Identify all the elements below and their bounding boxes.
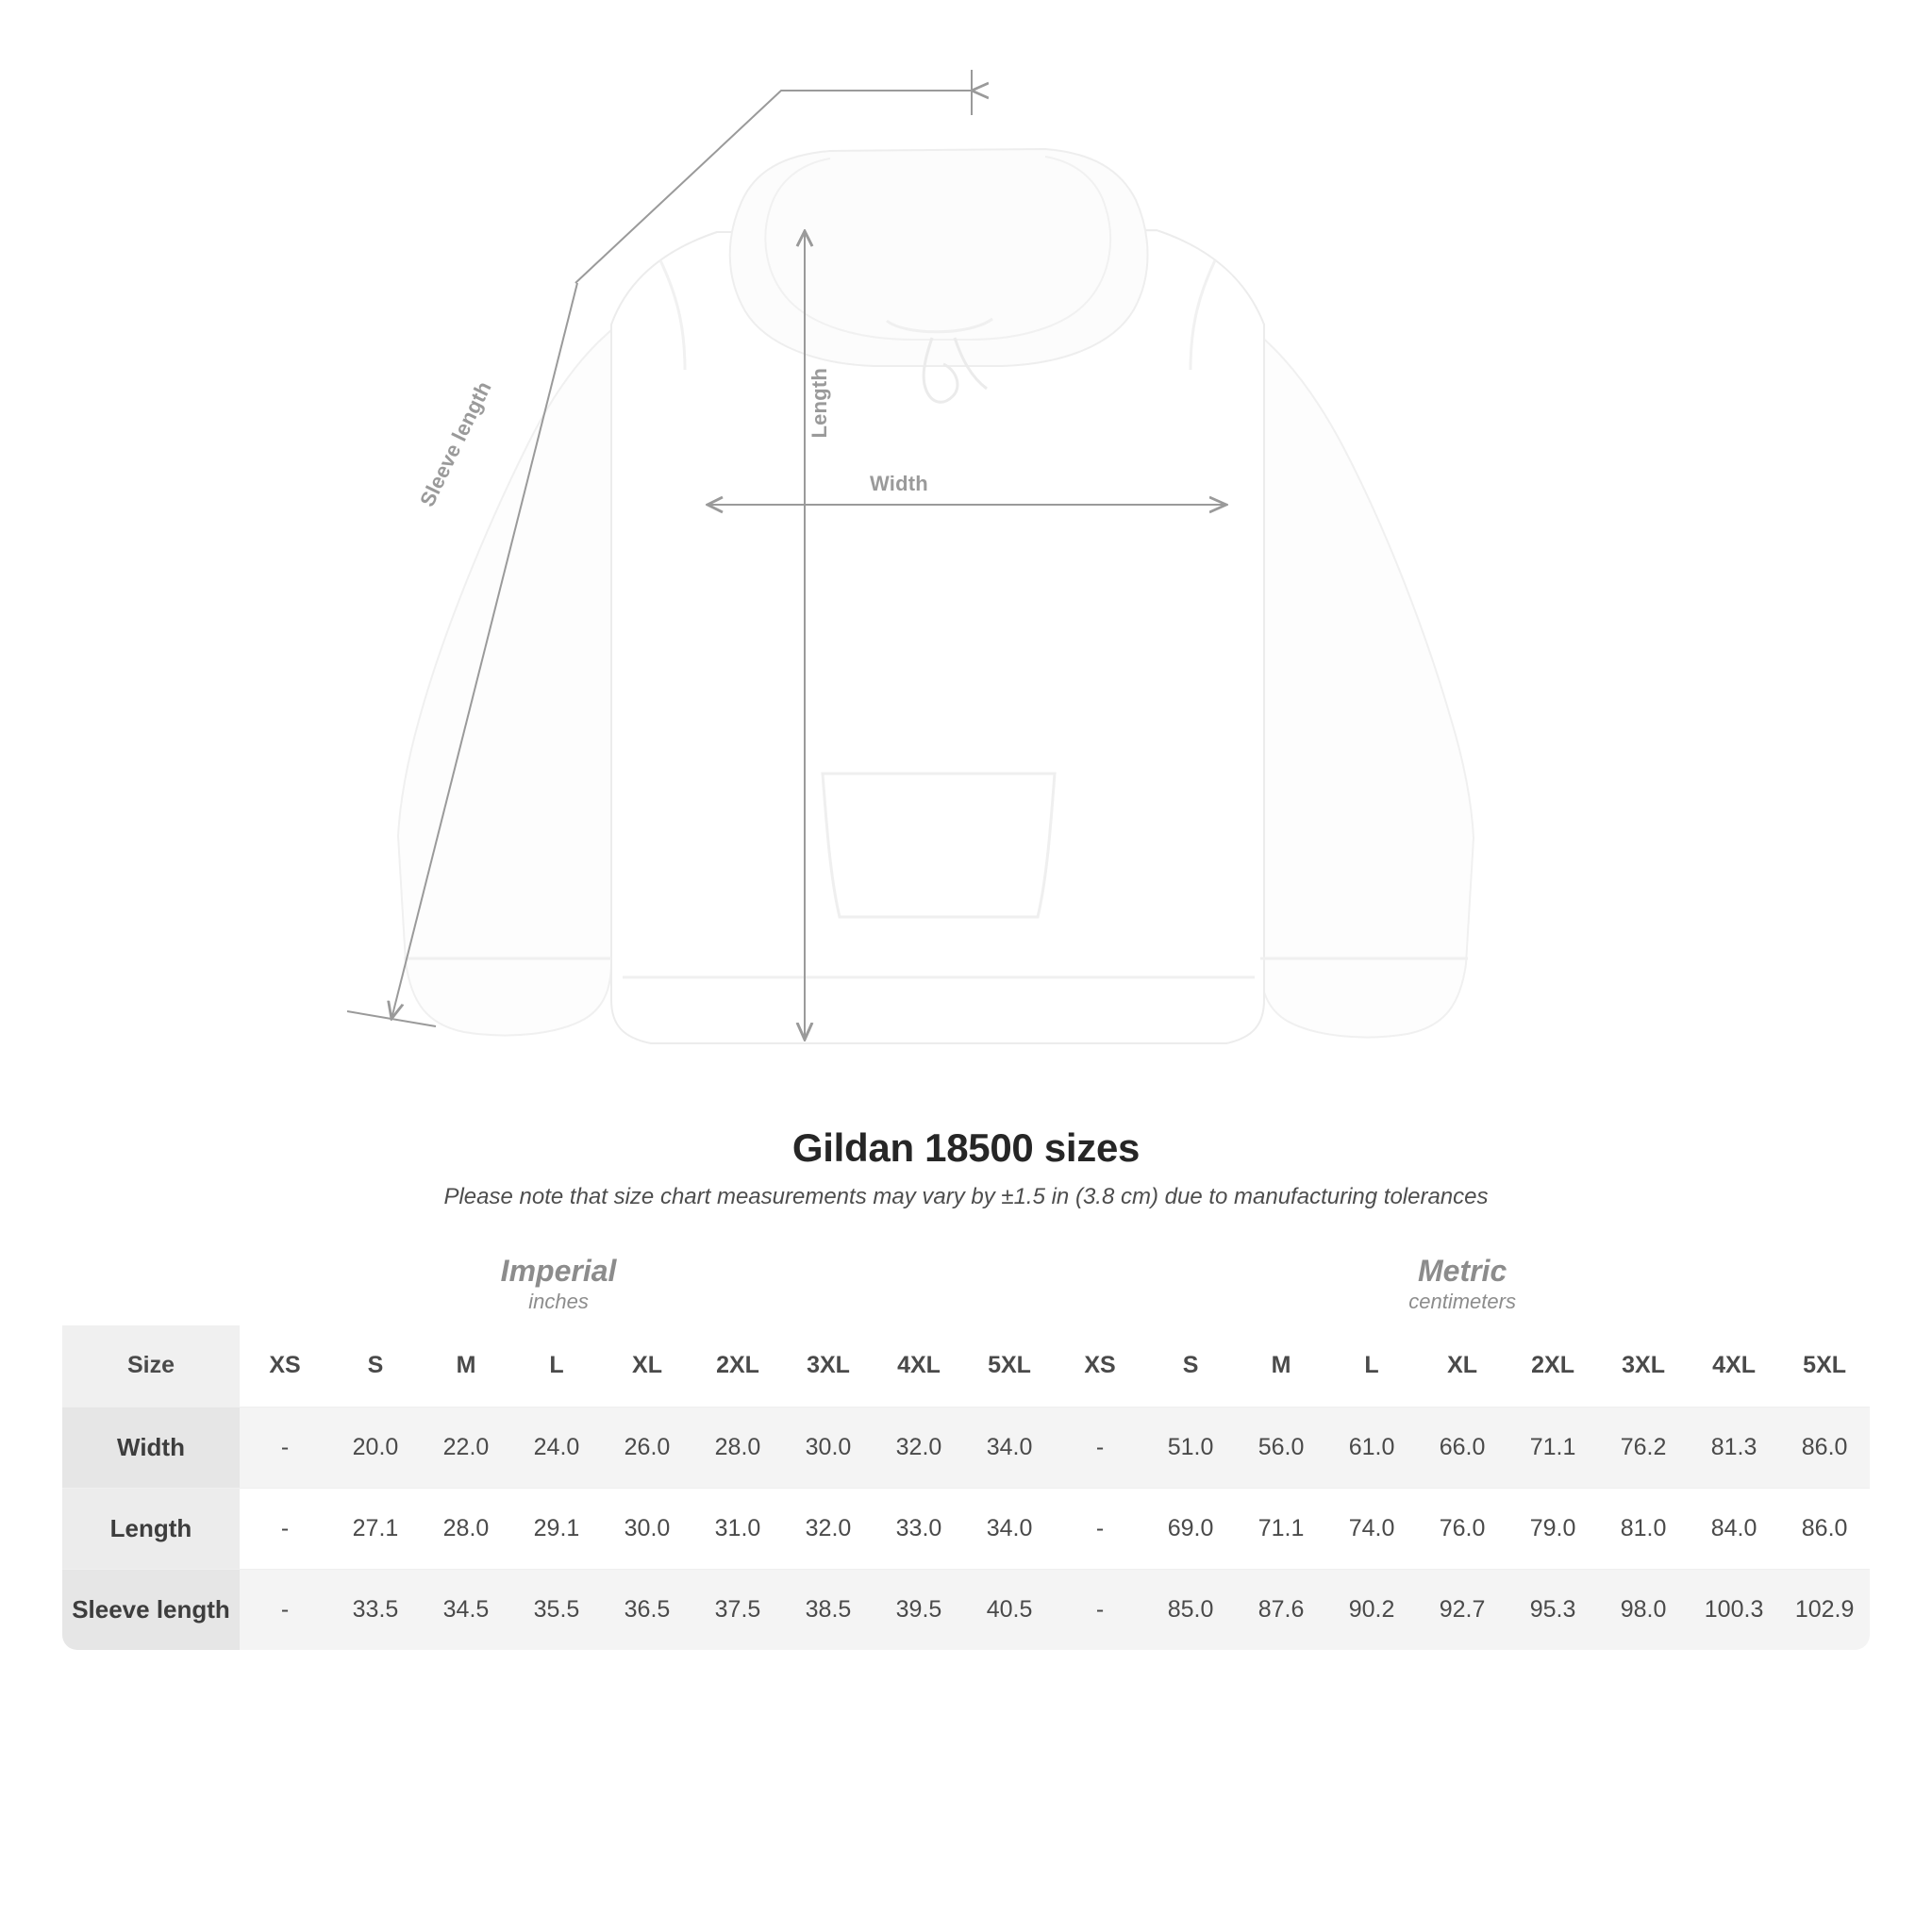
row-label-length: Length bbox=[62, 1488, 240, 1569]
length-metric-l: 74.0 bbox=[1326, 1488, 1417, 1569]
width-imperial-3xl: 30.0 bbox=[783, 1407, 874, 1488]
header-imperial-2xl: 2XL bbox=[692, 1325, 783, 1407]
width-metric-xs: - bbox=[1055, 1407, 1145, 1488]
header-imperial-4xl: 4XL bbox=[874, 1325, 964, 1407]
unit-cell-imperial bbox=[62, 1244, 1055, 1325]
header-metric-l: L bbox=[1326, 1325, 1417, 1407]
table-row bbox=[62, 1569, 1870, 1650]
table-row bbox=[62, 1488, 1870, 1569]
sleeve-imperial-l: 35.5 bbox=[511, 1569, 602, 1650]
page-subtitle: Please note that size chart measurements may vary by ±1.5 in (3.8 cm) due to manufacturing tolerances bbox=[443, 1184, 1489, 1209]
sleeve-imperial-3xl: 38.5 bbox=[783, 1569, 874, 1650]
header-imperial-xl: XL bbox=[602, 1325, 692, 1407]
width-metric-4xl: 81.3 bbox=[1689, 1407, 1779, 1488]
sleeve-imperial-xl: 36.5 bbox=[602, 1569, 692, 1650]
width-imperial-2xl: 28.0 bbox=[692, 1407, 783, 1488]
header-imperial-m: M bbox=[421, 1325, 511, 1407]
width-imperial-l: 24.0 bbox=[511, 1407, 602, 1488]
size-table bbox=[62, 1244, 1870, 1650]
sleeve-metric-m: 87.6 bbox=[1236, 1569, 1326, 1650]
sleeve-metric-l: 90.2 bbox=[1326, 1569, 1417, 1650]
length-metric-xl: 76.0 bbox=[1417, 1488, 1507, 1569]
length-metric-4xl: 84.0 bbox=[1689, 1488, 1779, 1569]
header-imperial-3xl: 3XL bbox=[783, 1325, 874, 1407]
header-metric-m: M bbox=[1236, 1325, 1326, 1407]
sleeve-metric-3xl: 98.0 bbox=[1598, 1569, 1689, 1650]
sleeve-metric-xl: 92.7 bbox=[1417, 1569, 1507, 1650]
unit-name-imperial: Imperial bbox=[500, 1254, 617, 1289]
length-imperial-2xl: 31.0 bbox=[692, 1488, 783, 1569]
length-imperial-m: 28.0 bbox=[421, 1488, 511, 1569]
length-imperial-l: 29.1 bbox=[511, 1488, 602, 1569]
header-metric-4xl: 4XL bbox=[1689, 1325, 1779, 1407]
header-imperial-5xl: 5XL bbox=[964, 1325, 1055, 1407]
width-metric-5xl: 86.0 bbox=[1779, 1407, 1870, 1488]
width-imperial-xs: - bbox=[240, 1407, 330, 1488]
width-imperial-m: 22.0 bbox=[421, 1407, 511, 1488]
length-metric-m: 71.1 bbox=[1236, 1488, 1326, 1569]
units-row bbox=[62, 1244, 1870, 1325]
width-metric-s: 51.0 bbox=[1145, 1407, 1236, 1488]
length-imperial-s: 27.1 bbox=[330, 1488, 421, 1569]
sleeve-metric-s: 85.0 bbox=[1145, 1569, 1236, 1650]
size-table-wrapper bbox=[62, 1244, 1870, 1650]
length-metric-5xl: 86.0 bbox=[1779, 1488, 1870, 1569]
unit-cell-metric bbox=[1055, 1244, 1870, 1325]
header-metric-3xl: 3XL bbox=[1598, 1325, 1689, 1407]
row-label-sleeve-length: Sleeve length bbox=[62, 1569, 240, 1650]
width-imperial-s: 20.0 bbox=[330, 1407, 421, 1488]
sleeve-imperial-2xl: 37.5 bbox=[692, 1569, 783, 1650]
length-imperial-4xl: 33.0 bbox=[874, 1488, 964, 1569]
length-imperial-5xl: 34.0 bbox=[964, 1488, 1055, 1569]
length-imperial-xl: 30.0 bbox=[602, 1488, 692, 1569]
hoodie-shape bbox=[398, 149, 1474, 1043]
sleeve-imperial-4xl: 39.5 bbox=[874, 1569, 964, 1650]
row-label-width: Width bbox=[62, 1407, 240, 1488]
length-metric-3xl: 81.0 bbox=[1598, 1488, 1689, 1569]
sleeve-imperial-5xl: 40.5 bbox=[964, 1569, 1055, 1650]
width-metric-3xl: 76.2 bbox=[1598, 1407, 1689, 1488]
header-imperial-s: S bbox=[330, 1325, 421, 1407]
width-metric-2xl: 71.1 bbox=[1507, 1407, 1598, 1488]
length-imperial-xs: - bbox=[240, 1488, 330, 1569]
header-metric-5xl: 5XL bbox=[1779, 1325, 1870, 1407]
width-imperial-xl: 26.0 bbox=[602, 1407, 692, 1488]
page-title: Gildan 18500 sizes bbox=[791, 1125, 1141, 1170]
header-metric-s: S bbox=[1145, 1325, 1236, 1407]
length-metric-s: 69.0 bbox=[1145, 1488, 1236, 1569]
sleeve-metric-5xl: 102.9 bbox=[1779, 1569, 1870, 1650]
length-imperial-3xl: 32.0 bbox=[783, 1488, 874, 1569]
sleeve-imperial-s: 33.5 bbox=[330, 1569, 421, 1650]
header-metric-xl: XL bbox=[1417, 1325, 1507, 1407]
header-imperial-xs: XS bbox=[240, 1325, 330, 1407]
sleeve-metric-xs: - bbox=[1055, 1569, 1145, 1650]
length-dimension-label: Length bbox=[808, 368, 831, 439]
header-metric-2xl: 2XL bbox=[1507, 1325, 1598, 1407]
sleeve-metric-2xl: 95.3 bbox=[1507, 1569, 1598, 1650]
width-imperial-5xl: 34.0 bbox=[964, 1407, 1055, 1488]
unit-sub-metric: centimeters bbox=[1408, 1290, 1516, 1314]
width-imperial-4xl: 32.0 bbox=[874, 1407, 964, 1488]
sleeve-imperial-m: 34.5 bbox=[421, 1569, 511, 1650]
width-metric-l: 61.0 bbox=[1326, 1407, 1417, 1488]
header-row bbox=[62, 1325, 1870, 1407]
sleeve-tick bbox=[347, 1011, 436, 1026]
header-size: Size bbox=[62, 1325, 240, 1407]
unit-name-metric: Metric bbox=[1417, 1254, 1507, 1289]
sleeve-length-dimension-label: Sleeve length bbox=[415, 377, 496, 510]
header-imperial-l: L bbox=[511, 1325, 602, 1407]
length-metric-xs: - bbox=[1055, 1488, 1145, 1569]
title-block bbox=[0, 1125, 1932, 1210]
width-metric-xl: 66.0 bbox=[1417, 1407, 1507, 1488]
sleeve-imperial-xs: - bbox=[240, 1569, 330, 1650]
header-metric-xs: XS bbox=[1055, 1325, 1145, 1407]
sleeve-metric-4xl: 100.3 bbox=[1689, 1569, 1779, 1650]
table-row bbox=[62, 1407, 1870, 1488]
width-dimension-label: Width bbox=[870, 472, 928, 495]
width-metric-m: 56.0 bbox=[1236, 1407, 1326, 1488]
unit-sub-imperial: inches bbox=[528, 1290, 589, 1314]
length-metric-2xl: 79.0 bbox=[1507, 1488, 1598, 1569]
